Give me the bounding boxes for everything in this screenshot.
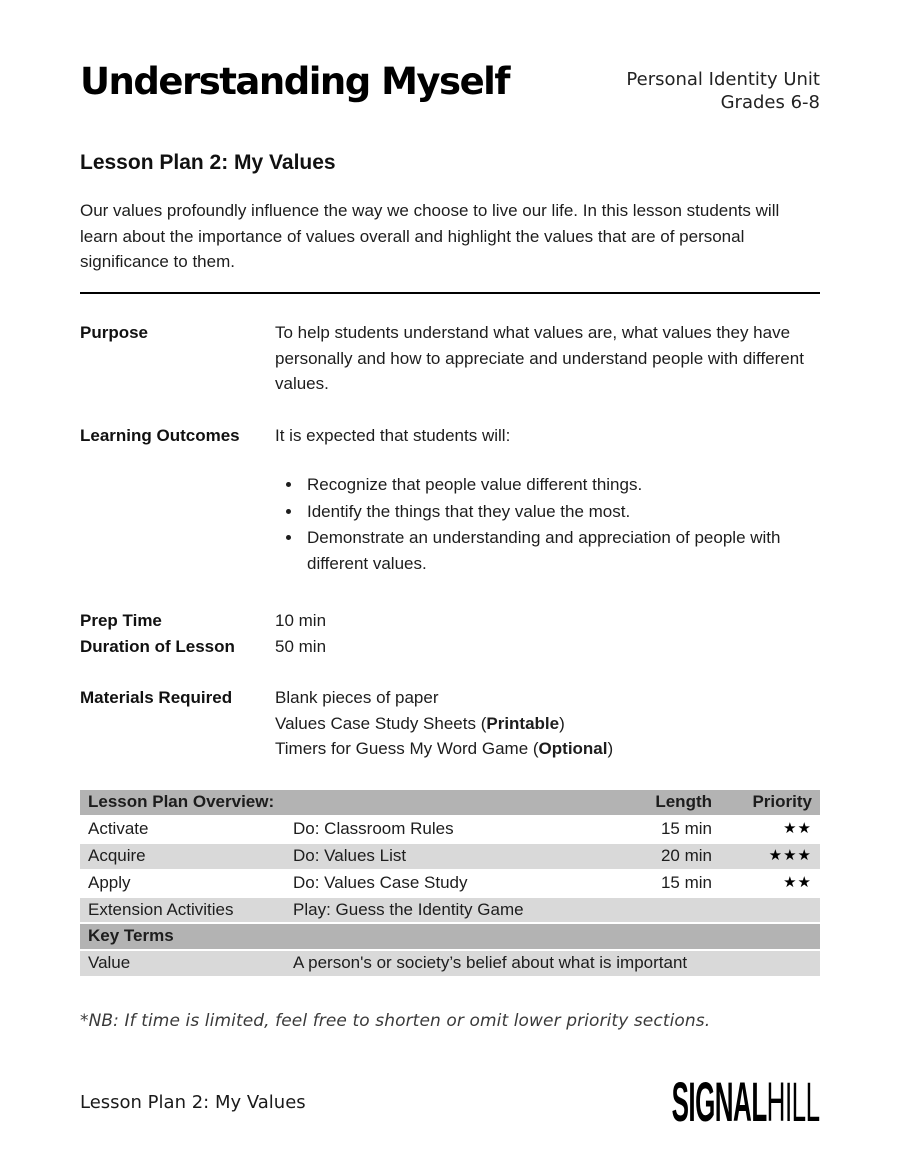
- purpose-row: [80, 320, 820, 397]
- page-title: Understanding Myself: [80, 60, 509, 103]
- table-header-length: Length: [655, 791, 712, 811]
- document-footer: [80, 1072, 820, 1132]
- prep-time-row: [80, 608, 820, 634]
- table-row-apply: [80, 871, 820, 898]
- outcomes-intro: It is expected that students will:: [275, 425, 511, 445]
- activity-cell: Do: Values List: [293, 845, 407, 865]
- materials-line: [275, 736, 820, 762]
- signalhill-logo: [672, 1070, 820, 1134]
- priority-stars: ★★★: [768, 846, 812, 864]
- outcomes-label: Learning Outcomes: [80, 425, 240, 445]
- length-cell: 15 min: [660, 872, 712, 892]
- materials-line-bold: Optional: [538, 739, 608, 759]
- prep-time-value: 10 min: [275, 611, 327, 631]
- unit-line-2: Grades 6-8: [720, 92, 820, 114]
- intro-paragraph: Our values profoundly influence the way we choose to live our life. In this lesson students will learn about the importance of values overall and highlight the values that are of personal significance to them.: [80, 200, 780, 272]
- learning-outcomes-row: [80, 423, 820, 578]
- length-cell: 20 min: [660, 845, 712, 865]
- outcomes-content: [275, 423, 820, 578]
- activity-cell: Do: Classroom Rules: [293, 818, 454, 838]
- materials-line: [275, 711, 820, 737]
- nb-note: *NB: If time is limited, feel free to shorten or omit lower priority sections.: [80, 1011, 711, 1032]
- materials-list: [275, 685, 820, 762]
- table-row-extension: [80, 898, 820, 925]
- key-terms-row: [80, 924, 820, 951]
- outcome-bullet: • Recognize that people value different things.: [303, 472, 820, 498]
- footer-page-label: Lesson Plan 2: My Values: [80, 1091, 306, 1113]
- lesson-overview-table: [80, 790, 820, 979]
- materials-line-suffix: ): [607, 739, 614, 759]
- unit-info: [626, 68, 820, 115]
- table-header-title: Lesson Plan Overview:: [88, 791, 275, 811]
- divider-rule: [80, 292, 820, 294]
- phase-cell: Apply: [88, 872, 131, 892]
- activity-cell: Do: Values Case Study: [293, 872, 468, 892]
- materials-line-text: Blank pieces of paper: [275, 688, 439, 708]
- materials-line-text: Values Case Study Sheets (: [275, 713, 487, 733]
- table-header-priority: Priority: [752, 791, 812, 811]
- outcomes-list: [275, 472, 820, 576]
- priority-stars: ★★: [783, 873, 812, 891]
- purpose-label: Purpose: [80, 323, 149, 343]
- table-row-activate: [80, 817, 820, 844]
- activity-cell: Play: Guess the Identity Game: [293, 899, 524, 919]
- materials-row: [80, 685, 820, 762]
- phase-cell: Activate: [88, 818, 149, 838]
- materials-line-suffix: ): [559, 713, 565, 733]
- lesson-heading: Lesson Plan 2: My Values: [80, 150, 336, 174]
- materials-line-text: Timers for Guess My Word Game (: [275, 739, 539, 759]
- key-terms-label: Key Terms: [88, 926, 174, 946]
- definition-cell: A person's or society’s belief about what is important: [293, 953, 688, 973]
- materials-line-bold: Printable: [486, 713, 560, 733]
- phase-cell: Acquire: [88, 845, 146, 865]
- table-header-row: [80, 790, 820, 817]
- outcome-bullet: • Demonstrate an understanding and appreciation of people with different values.: [303, 525, 820, 576]
- duration-row: [80, 634, 820, 660]
- purpose-text: To help students understand what values are, what values they have personally and how to appreciate and understand people with different values.: [275, 323, 804, 394]
- table-row-acquire: [80, 844, 820, 871]
- prep-time-label: Prep Time: [80, 611, 162, 631]
- logo-light-part: HILL: [767, 1070, 820, 1134]
- term-cell: Value: [88, 953, 131, 973]
- materials-line: [275, 685, 820, 711]
- unit-line-1: Personal Identity Unit: [626, 69, 820, 90]
- outcome-bullet: • Identify the things that they value the most.: [303, 499, 820, 525]
- logo-bold-part: SIGNAL: [672, 1070, 768, 1134]
- duration-label: Duration of Lesson: [80, 636, 235, 656]
- phase-cell: Extension Activities: [88, 899, 234, 919]
- length-cell: 15 min: [660, 818, 712, 838]
- document-header: [80, 62, 820, 115]
- term-row-value: [80, 951, 820, 978]
- priority-stars: ★★: [783, 820, 812, 838]
- duration-value: 50 min: [275, 636, 327, 656]
- materials-label: Materials Required: [80, 688, 233, 708]
